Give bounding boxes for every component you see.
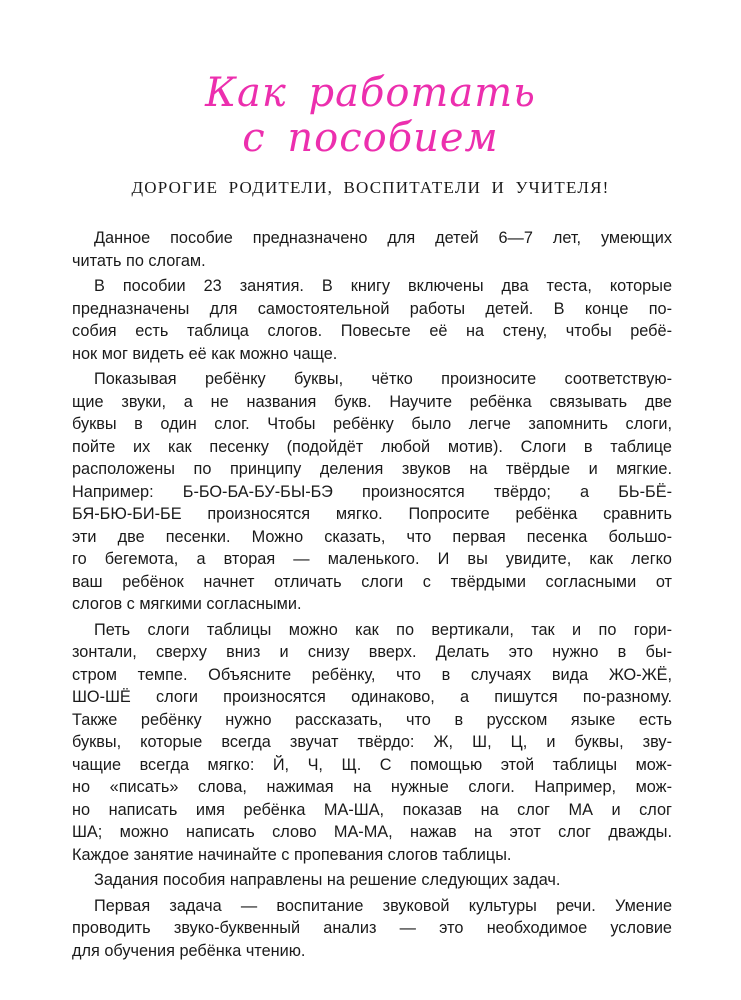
page-title-line-2: с пособием: [242, 115, 499, 161]
paragraph-line: зонтали, сверху вниз и снизу вверх. Делать это нужно в бы-: [72, 643, 672, 661]
paragraph-line: читать по слогам.: [72, 251, 206, 270]
paragraph: [72, 227, 672, 272]
paragraph-line: но «писать» слова, нажимая на нужные слоги. Например, мож-: [72, 778, 672, 796]
paragraph-line: Первая задача — воспитание звуковой культуры речи. Умение: [94, 896, 672, 915]
paragraph: [72, 619, 672, 867]
paragraph-line: собия есть таблица слогов. Повесьте её на стену, чтобы ребё-: [72, 322, 672, 340]
paragraph-line: Задания пособия направлены на решение следующих задач.: [94, 871, 561, 889]
paragraph-line: но написать имя ребёнка МА-ША, показав на слог МА и слог: [72, 800, 672, 819]
paragraph: [72, 368, 672, 616]
paragraph-line: ваш ребёнок начнет отличать слоги с твёрдыми согласными от: [72, 572, 672, 591]
paragraph-line: расположены по принципу деления звуков на твёрдые и мягкие.: [72, 460, 672, 478]
paragraph-line: Например: Б-БО-БА-БУ-БЫ-БЭ произносятся твёрдо; а БЬ-БЁ-: [72, 482, 672, 501]
paragraph-line: буквы, которые всегда звучат твёрдо: Ж, Ш, Ц, и буквы, зву-: [72, 733, 672, 751]
paragraph-line: Каждое занятие начинайте с пропевания слогов таблицы.: [72, 845, 512, 864]
page-subtitle: ДОРОГИЕ РОДИТЕЛИ, ВОСПИТАТЕЛИ И УЧИТЕЛЯ!: [131, 178, 610, 197]
paragraph-line: стром темпе. Объясните ребёнку, что в случаях вида ЖО-ЖЁ,: [72, 665, 672, 684]
paragraph-line: ШО-ШЁ слоги произносятся одинаково, а пишутся по-разному.: [72, 688, 672, 706]
page-title-line-1: Как работать: [205, 70, 536, 116]
paragraph-line: нок мог видеть её как можно чаще.: [72, 344, 338, 363]
paragraph-line: го бегемота, а вторая — маленького. И вы увидите, как легко: [72, 550, 672, 568]
paragraph: [72, 895, 672, 963]
paragraph: [72, 275, 672, 365]
paragraph-line: ША; можно написать слово МА-МА, нажав на этот слог дважды.: [72, 823, 672, 841]
paragraph-line: БЯ-БЮ-БИ-БЕ произносятся мягко. Попросите ребёнка сравнить: [72, 505, 672, 523]
paragraph-line: чащие всегда мягко: Й, Ч, Щ. С помощью этой таблицы мож-: [72, 755, 672, 774]
paragraph-line: Данное пособие предназначено для детей 6—7 лет, умеющих: [94, 229, 672, 247]
paragraph: [72, 869, 672, 892]
paragraph-line: щие звуки, а не названия букв. Научите ребёнка связывать две: [72, 392, 672, 411]
paragraph-line: Показывая ребёнку буквы, чётко произносите соответствую-: [94, 370, 672, 388]
paragraph-line: Петь слоги таблицы можно как по вертикали, так и по гори-: [94, 620, 672, 639]
body-text: [72, 227, 672, 965]
paragraph-line: В пособии 23 занятия. В книгу включены два теста, которые: [94, 277, 672, 295]
paragraph-line: эти две песенки. Можно сказать, что первая песенка большо-: [72, 527, 672, 546]
paragraph-line: пойте их как песенку (подойдёт любой мотив). Слоги в таблице: [72, 437, 672, 456]
paragraph-line: слогов с мягкими согласными.: [72, 595, 302, 613]
paragraph-line: буквы в один слог. Чтобы ребёнку было легче запомнить слоги,: [72, 415, 672, 433]
paragraph-line: для обучения ребёнка чтению.: [72, 941, 306, 960]
paragraph-line: Также ребёнку нужно рассказать, что в русском языке есть: [72, 710, 672, 729]
paragraph-line: проводить звуко-буквенный анализ — это необходимое условие: [72, 919, 672, 937]
paragraph-line: предназначены для самостоятельной работы детей. В конце по-: [72, 299, 672, 318]
